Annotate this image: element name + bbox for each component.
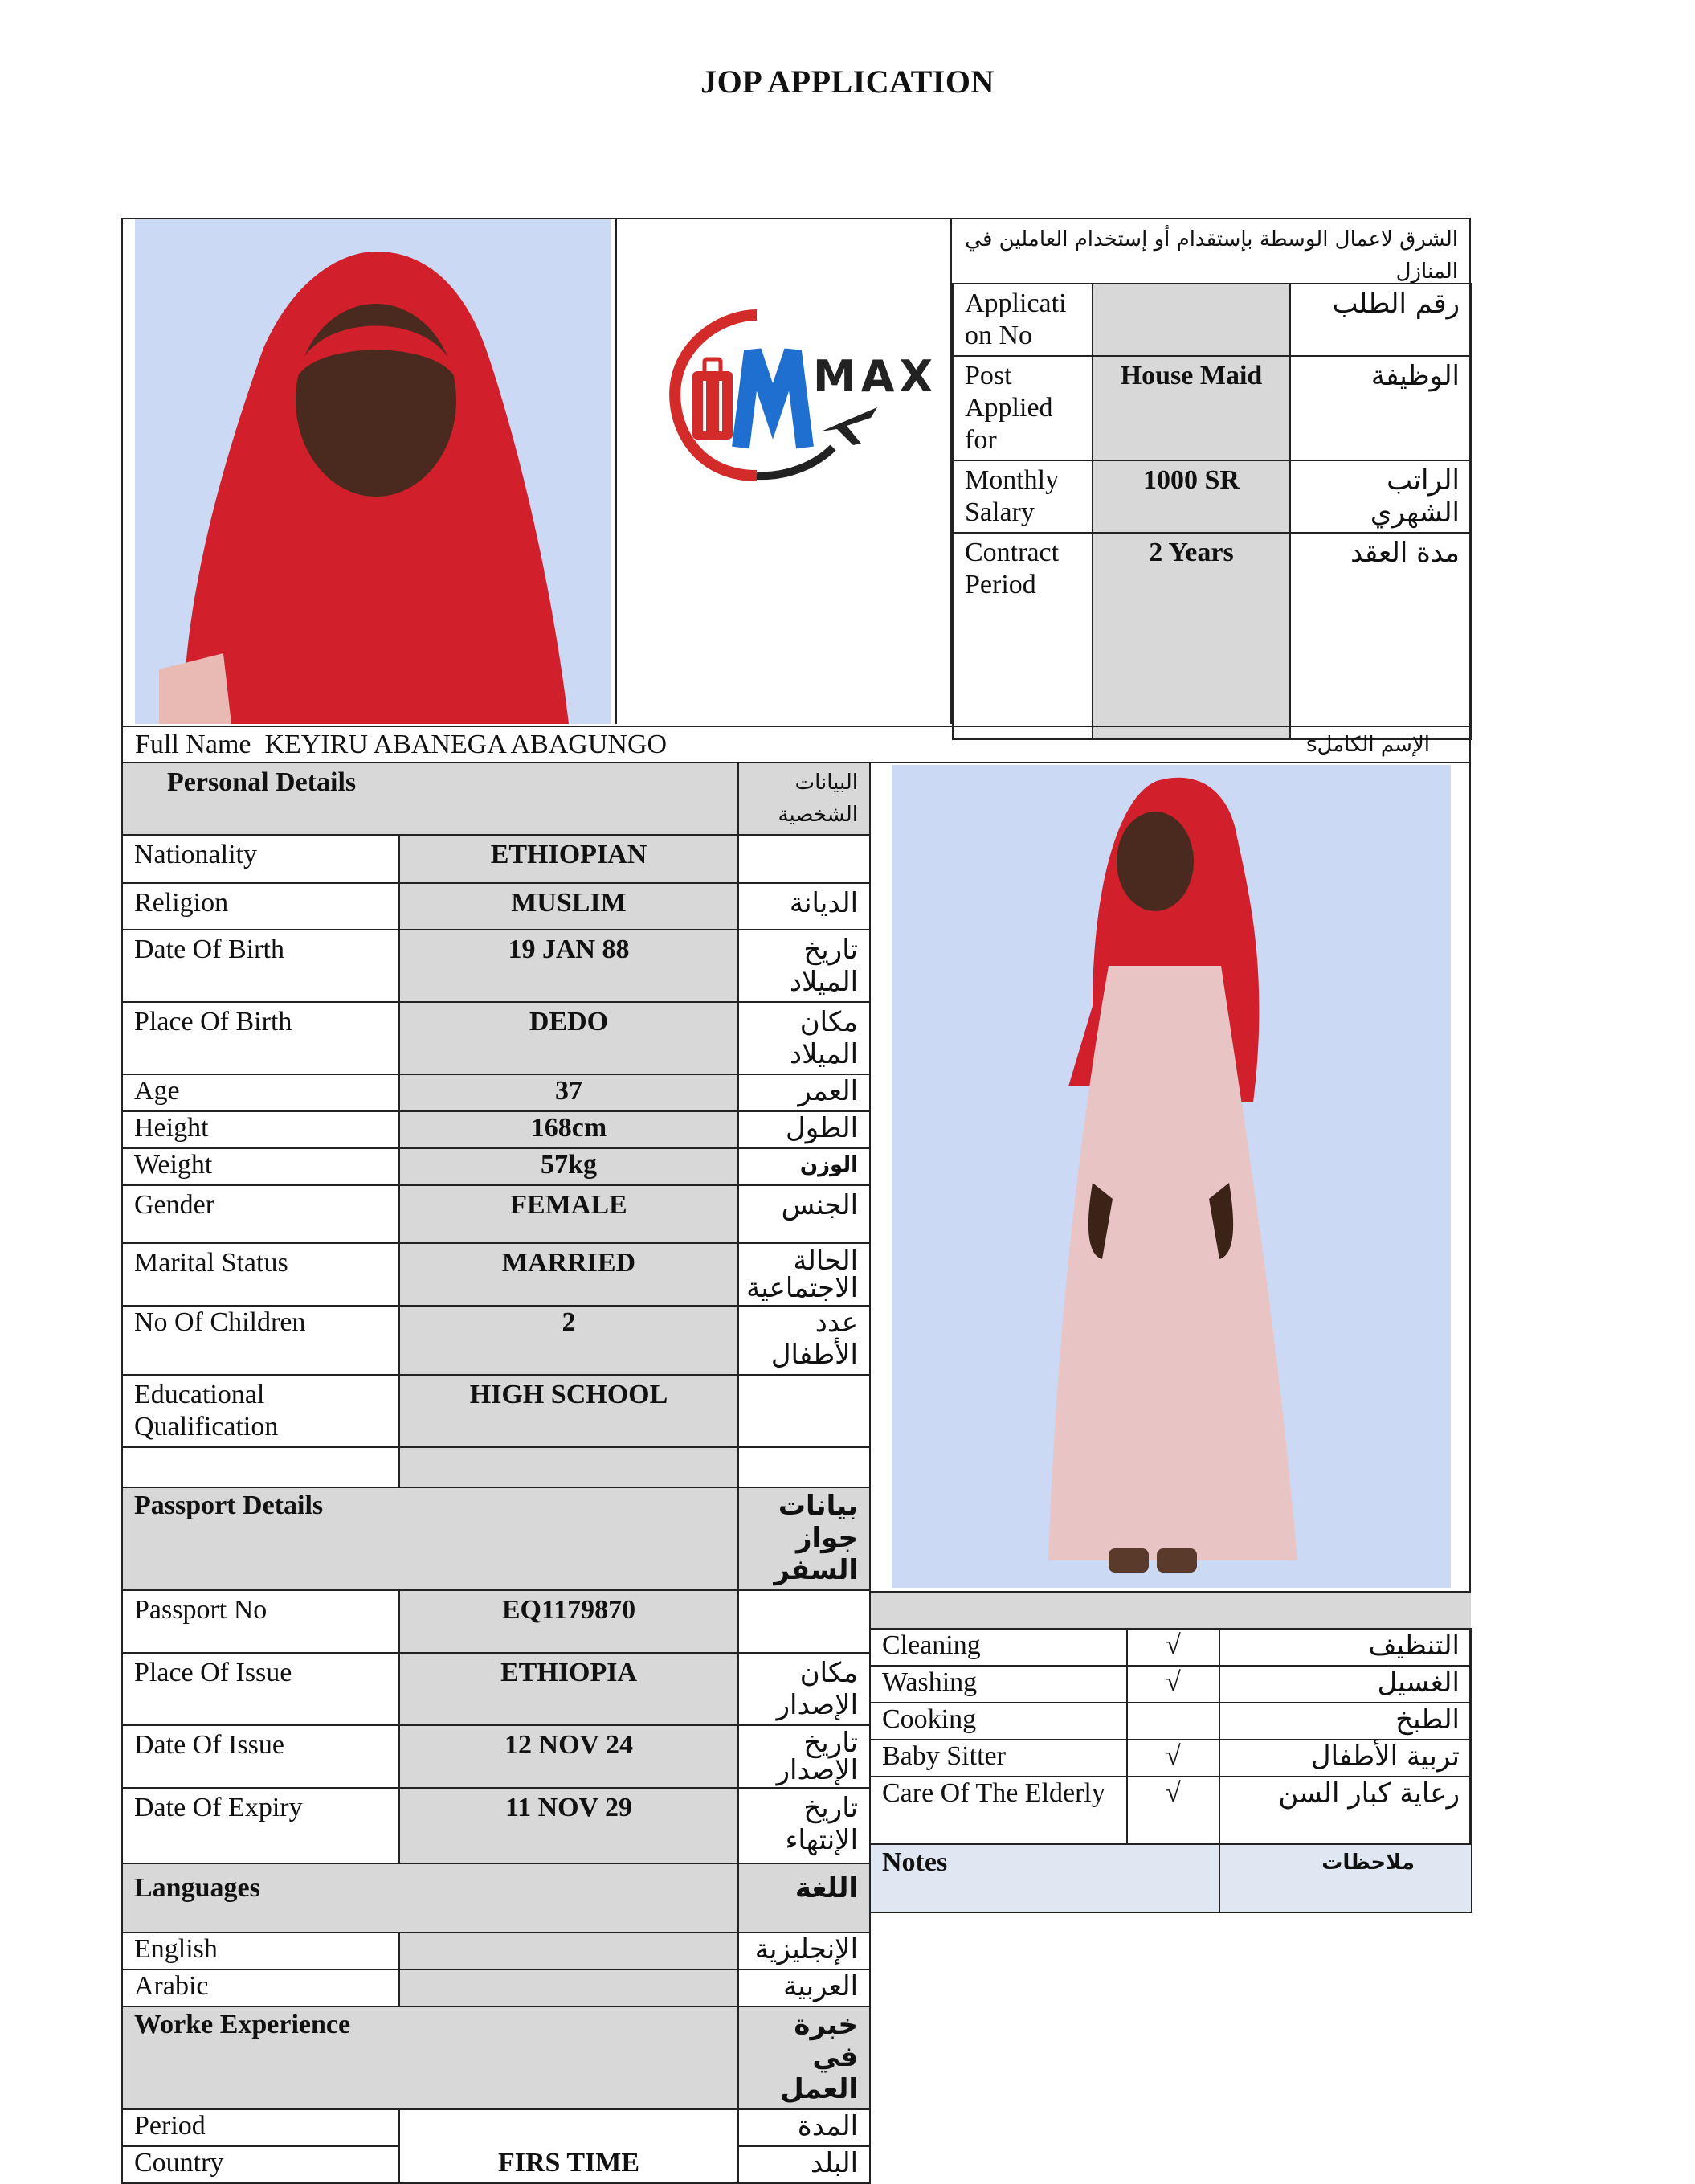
label-blank [122, 1447, 399, 1487]
skill-washing-check: √ [1127, 1666, 1219, 1703]
label-ar-place-of-birth: مكان الميلاد [738, 1002, 870, 1074]
label-ar-place-of-issue: مكان الإصدار [738, 1653, 870, 1725]
label-no-of-children: No Of Children [122, 1306, 399, 1375]
skill-cooking-check [1127, 1703, 1219, 1740]
value-age: 37 [399, 1074, 738, 1111]
label-marital-status: Marital Status [122, 1243, 399, 1306]
label-passport-no: Passport No [122, 1590, 399, 1653]
label-ar-blank [738, 1447, 870, 1487]
value-date-of-issue: 12 NOV 24 [399, 1725, 738, 1788]
skill-baby-sitter-ar: تربية الأطفال [1219, 1740, 1472, 1777]
languages-title: Languages [122, 1863, 738, 1932]
label-ar-nationality [738, 835, 870, 883]
value-date-of-birth: 19 JAN 88 [399, 930, 738, 1002]
skill-elderly-care-check: √ [1127, 1777, 1219, 1844]
skill-cooking: Cooking [870, 1703, 1127, 1740]
label-ar-marital-status: الحالة الاجتماعية [738, 1243, 870, 1306]
personal-details-title: Personal Details [122, 763, 738, 835]
label-ar-no-of-children: عدد الأطفال [738, 1306, 870, 1375]
application-table [952, 283, 1472, 740]
value-contract-period: 2 Years [1093, 533, 1290, 739]
value-country: FIRS TIME [399, 2109, 738, 2183]
value-application-no [1093, 284, 1290, 356]
value-place-of-birth: DEDO [399, 1002, 738, 1074]
skill-elderly-care: Care Of The Elderly [870, 1777, 1127, 1844]
label-gender: Gender [122, 1185, 399, 1243]
label-weight: Weight [122, 1148, 399, 1185]
full-body-photo [892, 765, 1451, 1588]
label-country: Country [122, 2146, 399, 2183]
passport-details-title-ar: بيانات جواز السفر [738, 1487, 870, 1590]
value-date-of-expiry: 11 NOV 29 [399, 1788, 738, 1863]
divider [121, 726, 1471, 727]
skills-table [869, 1628, 1472, 1913]
label-period: Period [122, 2109, 399, 2146]
logo-text: MAX [813, 351, 938, 402]
value-no-of-children: 2 [399, 1306, 738, 1375]
label-ar-gender: الجنس [738, 1185, 870, 1243]
full-name-label: Full Name [135, 730, 251, 759]
label-height: Height [122, 1111, 399, 1148]
skill-washing-ar: الغسيل [1219, 1666, 1472, 1703]
value-height: 168cm [399, 1111, 738, 1148]
label-ar-age: العمر [738, 1074, 870, 1111]
label-ar-education [738, 1375, 870, 1447]
label-ar-english: الإنجليزية [738, 1932, 870, 1969]
value-arabic [399, 1969, 738, 2006]
label-ar-date-of-expiry: تاريخ الإنتهاء [738, 1788, 870, 1863]
notes-label: Notes [870, 1844, 1219, 1912]
skill-washing: Washing [870, 1666, 1127, 1703]
value-marital-status: MARRIED [399, 1243, 738, 1306]
label-application-no: Applicati on No [953, 284, 1093, 356]
full-name-row [135, 730, 667, 760]
label-ar-date-of-issue: تاريخ الإصدار [738, 1725, 870, 1788]
label-age: Age [122, 1074, 399, 1111]
value-passport-no: EQ1179870 [399, 1590, 738, 1653]
skill-baby-sitter-check: √ [1127, 1740, 1219, 1777]
portrait-photo-figure [135, 219, 611, 724]
value-religion: MUSLIM [399, 883, 738, 930]
photo-footer-strip [871, 1591, 1471, 1630]
label-nationality: Nationality [122, 835, 399, 883]
value-monthly-salary: 1000 SR [1093, 460, 1290, 533]
notes-label-ar: ملاحظات [1219, 1844, 1472, 1912]
languages-title-ar: اللغة [738, 1863, 870, 1932]
label-place-of-issue: Place Of Issue [122, 1653, 399, 1725]
skill-cleaning-check: √ [1127, 1629, 1219, 1666]
experience-title-ar: خبرة في العمل [738, 2006, 870, 2109]
personal-details-table [121, 762, 871, 2184]
label-ar-application-no: رقم الطلب [1290, 284, 1472, 356]
label-ar-contract-period: مدة العقد [1290, 533, 1472, 739]
skill-cleaning: Cleaning [870, 1629, 1127, 1666]
value-english [399, 1932, 738, 1969]
portrait-photo [135, 219, 611, 724]
experience-title: Worke Experience [122, 2006, 738, 2109]
page-title: JOP APPLICATION [700, 63, 995, 100]
agency-name: الشرق لاعمال الوسطة بإستقدام أو إستخدام العاملين في المنازل [965, 227, 1458, 284]
skill-elderly-care-ar: رعاية كبار السن [1219, 1777, 1472, 1844]
value-place-of-issue: ETHIOPIA [399, 1653, 738, 1725]
label-education: Educational Qualification [122, 1375, 399, 1447]
label-place-of-birth: Place Of Birth [122, 1002, 399, 1074]
value-gender: FEMALE [399, 1185, 738, 1243]
label-post-applied: Post Applied for [953, 356, 1093, 460]
label-ar-religion: الديانة [738, 883, 870, 930]
full-name-value: KEYIRU ABANEGA ABAGUNGO [264, 730, 668, 759]
label-date-of-birth: Date Of Birth [122, 930, 399, 1002]
value-nationality: ETHIOPIAN [399, 835, 738, 883]
label-date-of-issue: Date Of Issue [122, 1725, 399, 1788]
value-blank [399, 1447, 738, 1487]
agency-logo [660, 291, 938, 500]
label-ar-height: الطول [738, 1111, 870, 1148]
label-arabic: Arabic [122, 1969, 399, 2006]
label-monthly-salary: Monthly Salary [953, 460, 1093, 533]
label-ar-date-of-birth: تاريخ الميلاد [738, 930, 870, 1002]
value-education: HIGH SCHOOL [399, 1375, 738, 1447]
skill-cleaning-ar: التنظيف [1219, 1629, 1472, 1666]
label-english: English [122, 1932, 399, 1969]
label-ar-period: المدة [738, 2109, 870, 2146]
label-religion: Religion [122, 883, 399, 930]
label-contract-period: Contract Period [953, 533, 1093, 739]
full-body-photo-figure [892, 765, 1451, 1588]
label-date-of-expiry: Date Of Expiry [122, 1788, 399, 1863]
personal-details-title-ar: البيانات الشخصية [738, 763, 870, 835]
full-name-label-ar: الإسم الكاملs [1306, 733, 1430, 757]
label-ar-country: البلد [738, 2146, 870, 2183]
divider [615, 219, 617, 724]
skill-cooking-ar: الطبخ [1219, 1703, 1472, 1740]
label-ar-arabic: العربية [738, 1969, 870, 2006]
label-ar-passport-no [738, 1590, 870, 1653]
label-ar-post-applied: الوظيفة [1290, 356, 1472, 460]
passport-details-title: Passport Details [122, 1487, 738, 1590]
label-ar-weight: الوزن [738, 1148, 870, 1185]
value-weight: 57kg [399, 1148, 738, 1185]
label-ar-monthly-salary: الراتب الشهري [1290, 460, 1472, 533]
value-post-applied: House Maid [1093, 356, 1290, 460]
skill-baby-sitter: Baby Sitter [870, 1740, 1127, 1777]
